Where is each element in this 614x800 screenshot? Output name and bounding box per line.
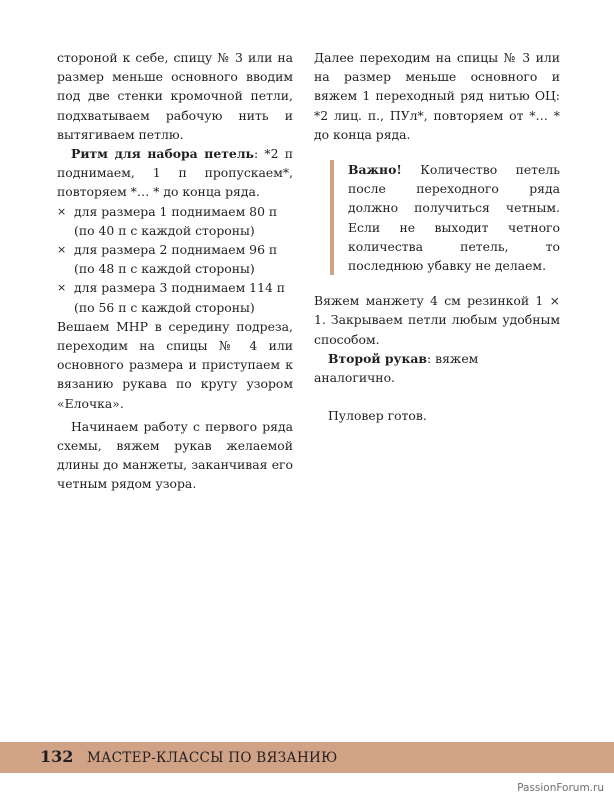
cross-mark-icon: × bbox=[57, 243, 67, 257]
spacer bbox=[314, 387, 560, 406]
note-paragraph bbox=[348, 160, 560, 275]
paragraph: Вяжем манжету 4 см резинкой 1 × 1. Закрываем петли любым удобным способом. bbox=[314, 293, 560, 347]
left-column bbox=[57, 48, 293, 494]
paragraph: Начинаем работу с первого ряда схемы, вяжем рукав желаемой длины до манжеты, заканчивая его четным рядом узора. bbox=[57, 418, 293, 492]
cross-mark-icon: × bbox=[57, 204, 67, 218]
note-text: Количество петель после переходного ряда должно получиться четным. Если не выходит четного количества петель, то последнюю убавку не делаем. bbox=[348, 162, 560, 274]
paragraph: Вешаем МНР в середину подреза, переходим на спицы № 4 или основного размера и приступаем к вязанию рукава по кругу узором «Елочка». bbox=[57, 318, 293, 411]
second-sleeve-label: Второй рукав bbox=[328, 350, 428, 366]
important-note bbox=[330, 160, 560, 275]
rhythm-label: Ритм для набора петель bbox=[71, 146, 254, 162]
list-item-text: для размера 3 поднимаем 114 п (по 56 п с каждой стороны) bbox=[74, 280, 286, 315]
note-label: Важно! bbox=[348, 162, 402, 178]
watermark: PassionForum.ru bbox=[517, 782, 604, 794]
section-title: МАСТЕР-КЛАССЫ ПО ВЯЗАНИЮ bbox=[87, 750, 338, 766]
paragraph: Далее переходим на спицы № 3 или на размер меньше основного и вяжем 1 переходный ряд нитью ОЦ: *2 лиц. п., ПУл*, повторяем от *… * до конца ряда. bbox=[314, 50, 560, 142]
rhythm-text: : *2 п поднимаем, 1 п пропускаем*, повторяем *… * до конца ряда. bbox=[57, 146, 293, 200]
paragraph: Пуловер готов. bbox=[328, 408, 427, 424]
list-item-text: для размера 2 поднимаем 96 п (по 48 п с каждой стороны) bbox=[74, 242, 278, 277]
list-item bbox=[57, 202, 293, 240]
list-item bbox=[57, 240, 293, 278]
right-column bbox=[314, 48, 560, 425]
second-sleeve-paragraph bbox=[314, 349, 560, 387]
list-item-text: для размера 1 поднимаем 80 п (по 40 п с каждой стороны) bbox=[74, 203, 278, 238]
second-sleeve-text: : вяжем аналогично. bbox=[314, 350, 479, 386]
list-item bbox=[57, 278, 293, 316]
cross-mark-icon: × bbox=[57, 281, 67, 295]
rhythm-paragraph bbox=[57, 144, 293, 202]
paragraph: стороной к себе, спицу № 3 или на размер меньше основного вводим под две стенки кромочной петли, подхватываем рабочую нить и вытягиваем петлю. bbox=[57, 50, 293, 142]
footer-bar bbox=[0, 742, 614, 773]
size-list bbox=[57, 202, 293, 317]
page-number: 132 bbox=[40, 747, 74, 766]
